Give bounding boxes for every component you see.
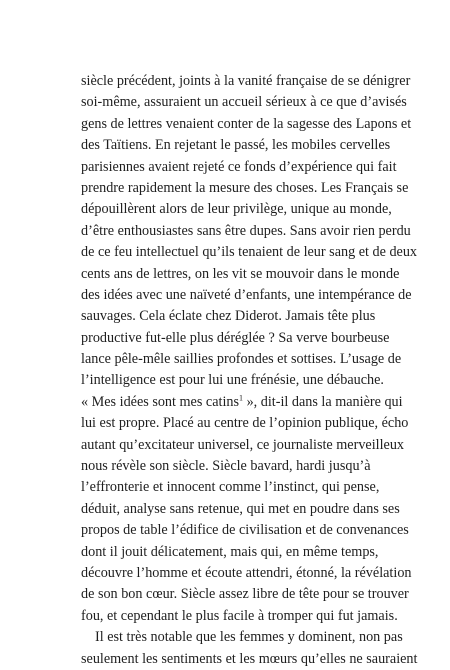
text-line: sauvages. Cela éclate chez Diderot. Jamais tête plus bbox=[81, 308, 376, 325]
text-line: d’être enthousiastes sans être dupes. Sans avoir rien perdu bbox=[81, 222, 411, 239]
text-line: lance pêle-mêle saillies profondes et sottises. L’usage de bbox=[81, 351, 402, 368]
text-line: lui est propre. Placé au centre de l’opinion publique, écho bbox=[81, 415, 409, 432]
text-line: déduit, analyse sans retenue, qui met en poudre dans ses bbox=[81, 500, 400, 517]
text-line: parisiennes avaient rejeté ce fonds d’expérience qui fait bbox=[81, 158, 397, 175]
text-line: de son bon cœur. Siècle assez libre de tête pour se trouver bbox=[81, 586, 409, 603]
text-line: découvre l’homme et écoute attendri, étonné, la révélation bbox=[81, 564, 412, 581]
text-line: soi-même, assuraient un accueil sérieux à ce que d’avisés bbox=[81, 94, 407, 111]
text-line: fou, et cependant le plus facile à tromper qui fut jamais. bbox=[81, 607, 398, 624]
text-line: l’intelligence est pour lui une frénésie, une débauche. bbox=[81, 372, 384, 389]
text-line: siècle précédent, joints à la vanité française de se dénigrer bbox=[81, 73, 411, 89]
text-line: propos de table l’édifice de civilisation et de convenances bbox=[81, 522, 409, 539]
text-line: l’effronterie et innocent comme l’instinct, qui pense, bbox=[81, 479, 380, 496]
body-text bbox=[81, 71, 418, 670]
quote-text: « Mes idées sont mes catins bbox=[81, 393, 240, 410]
text-line: autant qu’excitateur universel, ce journaliste merveilleux bbox=[81, 436, 405, 453]
text-line: gens de lettres venaient conter de la sagesse des Lapons et bbox=[81, 115, 412, 132]
text-line: des idées avec une naïveté d’enfants, une intempérance de bbox=[81, 286, 412, 303]
text-line: prendre rapidement la mesure des choses. Les Français se bbox=[81, 179, 409, 196]
text-line: des Taïtiens. En rejetant le passé, les mobiles cervelles bbox=[81, 137, 391, 154]
text-line-with-footnote bbox=[81, 392, 403, 413]
text-line: productive fut-elle plus déréglée ? Sa verve bourbeuse bbox=[81, 329, 390, 346]
text-line: dépouillèrent alors de leur privilège, unique au monde, bbox=[81, 201, 392, 218]
text-line: dont il jouit délicatement, mais qui, en même temps, bbox=[81, 543, 379, 560]
text-line: cents ans de lettres, on les vit se mouvoir dans le monde bbox=[81, 265, 400, 282]
text-line: Il est très notable que les femmes y dominent, non pas bbox=[95, 629, 403, 646]
footnote-marker[interactable]: 1 bbox=[239, 393, 244, 403]
text-line: nous révèle son siècle. Siècle bavard, hardi jusqu’à bbox=[81, 458, 371, 475]
text-line: seulement les sentiments et les mœurs qu’elles ne sauraient bbox=[81, 650, 418, 667]
quote-continuation: », dit-il dans la manière qui bbox=[243, 393, 403, 410]
text-line: de ce feu intellectuel qu’ils tenaient de leur sang et de deux bbox=[81, 244, 418, 261]
